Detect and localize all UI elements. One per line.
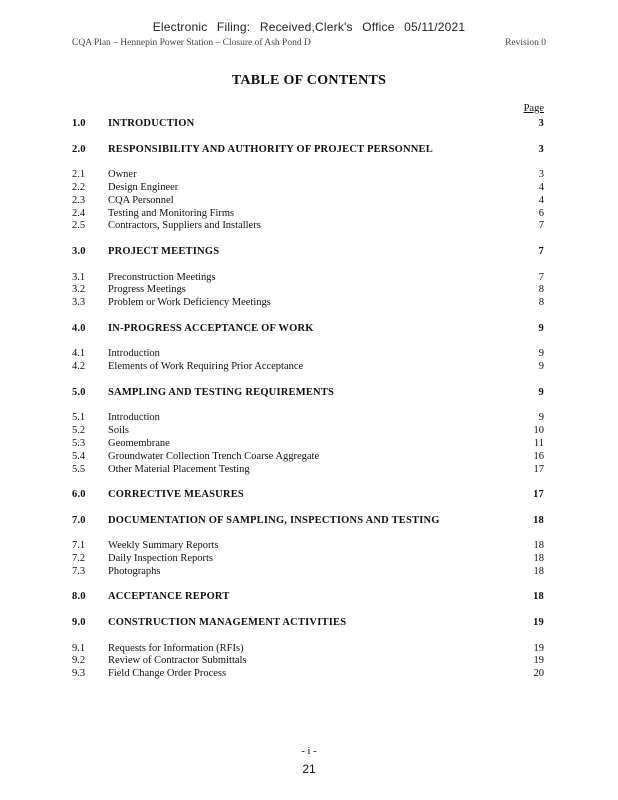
toc-subsection-num: 5.5 (72, 463, 86, 475)
toc-section-title: IN-PROGRESS ACCEPTANCE OF WORK (108, 322, 314, 334)
toc-subsection-num: 2.2 (72, 181, 86, 193)
toc-section (72, 144, 544, 157)
toc-section-page: 3 (538, 143, 544, 155)
toc-subsection (72, 361, 544, 374)
toc-spacer (72, 630, 544, 643)
toc-subsection-page: 19 (533, 655, 544, 667)
toc-section-title: INTRODUCTION (108, 118, 195, 129)
toc-subsection (72, 297, 544, 310)
toc-section-title: CONSTRUCTION MANAGEMENT ACTIVITIES (108, 617, 347, 629)
toc-section (72, 515, 544, 528)
page-column-heading: Page (523, 103, 544, 114)
toc-subsection-page: 19 (533, 642, 544, 654)
toc-subsection-title: Requests for Information (RFIs) (108, 642, 244, 654)
toc-subsection-page: 7 (538, 220, 544, 232)
toc-subsection-num: 5.1 (72, 412, 86, 424)
toc-spacer (72, 131, 544, 144)
toc-section (72, 387, 544, 400)
toc-subsection-title: Contractors, Suppliers and Installers (108, 220, 261, 232)
toc-subsection (72, 182, 544, 195)
toc-subsection-num: 7.2 (72, 553, 86, 565)
toc-subsection-title: Owner (108, 169, 137, 181)
toc-section-num: 2.0 (72, 143, 86, 155)
toc-subsection-title: Introduction (108, 348, 160, 360)
toc-section (72, 246, 544, 259)
toc-subsection-page: 10 (533, 425, 544, 437)
toc-subsection-title: Field Change Order Process (108, 668, 227, 680)
toc-section-page: 7 (538, 245, 544, 257)
toc-subsection-page: 20 (533, 668, 544, 680)
toc-subsection-num: 7.3 (72, 565, 86, 577)
toc-subsection-num: 2.4 (72, 207, 86, 219)
toc-subsection-title: Photographs (108, 565, 161, 577)
toc-subsection-page: 4 (538, 181, 544, 193)
toc-subsection-title: Problem or Work Deficiency Meetings (108, 297, 271, 309)
toc-subsection-page: 4 (538, 194, 544, 206)
toc-spacer (72, 579, 544, 592)
toc-section-page: 19 (533, 617, 544, 629)
toc-section-page: 18 (533, 514, 544, 526)
toc-section-num: 5.0 (72, 386, 86, 398)
toc-subsection-num: 9.1 (72, 642, 86, 654)
toc-subsection-title: Testing and Monitoring Firms (108, 207, 235, 219)
toc-subsection-page: 8 (538, 297, 544, 309)
toc-subsection (72, 540, 544, 553)
toc-subsection (72, 451, 544, 464)
toc-section-page: 9 (538, 386, 544, 398)
toc-subsection-num: 3.2 (72, 284, 86, 296)
toc-section-title: CORRECTIVE MEASURES (108, 489, 244, 501)
toc-section (72, 118, 544, 131)
toc-subsection-num: 5.2 (72, 425, 86, 437)
toc-subsection-num: 3.1 (72, 271, 86, 283)
toc-subsection-num: 2.3 (72, 194, 86, 206)
toc-section-num: 8.0 (72, 591, 86, 603)
toc-subsection-num: 9.2 (72, 655, 86, 667)
toc-subsection-page: 3 (538, 169, 544, 181)
toc-section-page: 3 (538, 118, 544, 129)
header-left: CQA Plan – Hennepin Power Station – Closure of Ash Pond D (72, 38, 311, 48)
toc-subsection-page: 17 (533, 463, 544, 475)
toc-spacer (72, 233, 544, 246)
toc-subsection-num: 9.3 (72, 668, 86, 680)
toc-section-page: 17 (533, 489, 544, 501)
toc-subsection (72, 438, 544, 451)
toc-spacer (72, 528, 544, 541)
toc-subsection-num: 5.3 (72, 437, 86, 449)
toc-spacer (72, 604, 544, 617)
toc-section-title: SAMPLING AND TESTING REQUIREMENTS (108, 386, 335, 398)
toc-subsection (72, 208, 544, 221)
toc-section-num: 9.0 (72, 617, 86, 629)
toc-section (72, 617, 544, 630)
toc-subsection-title: Soils (108, 425, 130, 437)
toc-subsection-title: Elements of Work Requiring Prior Acceptance (108, 361, 304, 373)
toc-section-num: 1.0 (72, 118, 86, 129)
toc-subsection-num: 4.2 (72, 361, 86, 373)
toc-subsection (72, 169, 544, 182)
toc-section-title: PROJECT MEETINGS (108, 245, 220, 257)
toc-subsection-num: 5.4 (72, 450, 86, 462)
table-of-contents (72, 118, 544, 681)
toc-section-title: DOCUMENTATION OF SAMPLING, INSPECTIONS AND TESTING (108, 514, 440, 526)
header-right: Revision 0 (505, 38, 546, 48)
toc-section-title: ACCEPTANCE REPORT (108, 591, 230, 603)
toc-section-num: 3.0 (72, 245, 86, 257)
toc-section-num: 6.0 (72, 489, 86, 501)
toc-subsection-page: 6 (538, 207, 544, 219)
toc-spacer (72, 336, 544, 349)
toc-section-page: 18 (533, 591, 544, 603)
toc-subsection-num: 3.3 (72, 297, 86, 309)
toc-subsection-num: 4.1 (72, 348, 86, 360)
toc-subsection (72, 668, 544, 681)
toc-subsection (72, 272, 544, 285)
toc-section (72, 489, 544, 502)
toc-subsection (72, 553, 544, 566)
toc-subsection (72, 348, 544, 361)
toc-subsection-page: 18 (533, 565, 544, 577)
footer-filing-page-number: 21 (302, 762, 316, 776)
toc-spacer (72, 502, 544, 515)
toc-subsection (72, 284, 544, 297)
toc-subsection-num: 2.5 (72, 220, 86, 232)
page-title: TABLE OF CONTENTS (231, 73, 387, 88)
toc-section (72, 591, 544, 604)
toc-section-page: 9 (538, 322, 544, 334)
toc-spacer (72, 259, 544, 272)
toc-section-title: RESPONSIBILITY AND AUTHORITY OF PROJECT PERSONNEL (108, 143, 433, 155)
toc-subsection-page: 9 (538, 348, 544, 360)
toc-spacer (72, 156, 544, 169)
toc-subsection-title: Weekly Summary Reports (108, 540, 219, 552)
toc-subsection-num: 7.1 (72, 540, 86, 552)
toc-subsection-title: Introduction (108, 412, 160, 424)
toc-spacer (72, 476, 544, 489)
toc-spacer (72, 310, 544, 323)
toc-spacer (72, 374, 544, 387)
toc-subsection (72, 195, 544, 208)
toc-subsection-page: 11 (533, 437, 544, 449)
toc-subsection-title: Groundwater Collection Trench Coarse Aggregate (108, 450, 320, 462)
toc-subsection (72, 566, 544, 579)
footer-page-number: - i - (301, 746, 317, 757)
filing-stamp: Electronic Filing: Received,Clerk's Office 05/11/2021 (152, 20, 466, 34)
toc-subsection-title: CQA Personnel (108, 194, 174, 206)
running-header (72, 38, 546, 48)
toc-subsection-page: 9 (538, 412, 544, 424)
toc-subsection-title: Preconstruction Meetings (108, 271, 216, 283)
toc-subsection-page: 8 (538, 284, 544, 296)
toc-subsection (72, 655, 544, 668)
toc-subsection (72, 425, 544, 438)
toc-subsection-page: 7 (538, 271, 544, 283)
toc-section (72, 323, 544, 336)
toc-subsection-title: Daily Inspection Reports (108, 553, 213, 565)
toc-subsection (72, 464, 544, 477)
toc-subsection-page: 18 (533, 553, 544, 565)
toc-section-num: 4.0 (72, 322, 86, 334)
toc-spacer (72, 400, 544, 413)
toc-subsection (72, 220, 544, 233)
toc-subsection-num: 2.1 (72, 169, 86, 181)
toc-subsection (72, 643, 544, 656)
toc-subsection-title: Design Engineer (108, 181, 179, 193)
toc-subsection-title: Review of Contractor Submittals (108, 655, 247, 667)
toc-subsection-title: Other Material Placement Testing (108, 463, 250, 475)
toc-subsection-page: 18 (533, 540, 544, 552)
toc-subsection (72, 412, 544, 425)
toc-section-num: 7.0 (72, 514, 86, 526)
toc-subsection-title: Geomembrane (108, 437, 170, 449)
toc-subsection-page: 16 (533, 450, 544, 462)
toc-subsection-page: 9 (538, 361, 544, 373)
toc-subsection-title: Progress Meetings (108, 284, 186, 296)
